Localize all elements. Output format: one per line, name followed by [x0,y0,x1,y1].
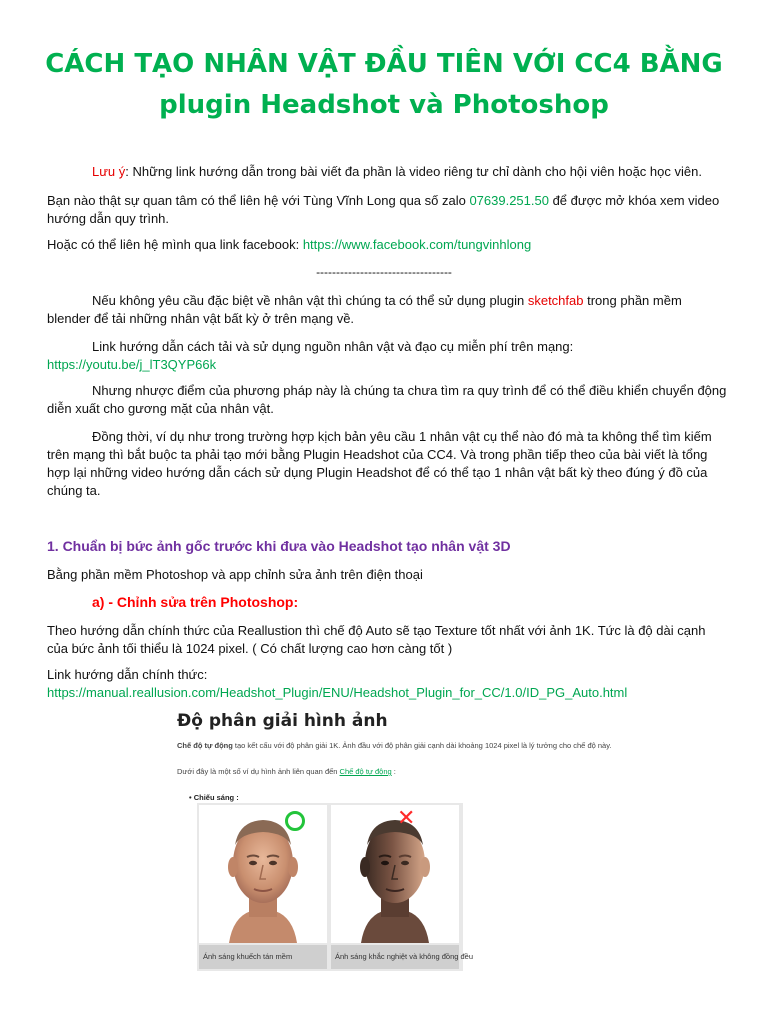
paragraph-tutorial-link [47,338,727,374]
caption-harsh-light: Ánh sáng khắc nghiệt và không đồng đều [331,945,459,969]
section-intro: Bằng phần mềm Photoshop và app chỉnh sửa ảnh trên điện thoại [47,567,423,582]
sketchfab-link[interactable]: sketchfab [527,293,584,308]
para1-after: trong phần mềm blender để tải những nhân vật bất kỳ ở trên mạng về. [47,293,682,326]
note-label: Lưu ý [92,164,126,179]
paragraph-drawback: Nhưng nhược điểm của phương pháp này là chúng ta chưa tìm ra quy trình để có thể điều khiển chuyển động diễn xuất cho gương mặt của nhân vật. [47,383,727,416]
figure-line2-text: Dưới đây là một số ví dụ hình ảnh liên quan đến [177,767,340,776]
figure-line2-end: : [391,767,396,776]
official-link-label: Link hướng dẫn chính thức: [47,667,208,682]
youtube-link[interactable]: https://youtu.be/j_lT3QYP66k [47,357,217,372]
note-text: : Những link hướng dẫn trong bài viết đa phần là video riêng tư chỉ dành cho hội viên hoặc học viên. [125,164,702,179]
figure-description [177,741,611,750]
official-link-paragraph [47,666,727,702]
face-harsh-light-image [331,805,459,943]
title-line-2: plugin Headshot và Photoshop [159,90,609,120]
facebook-paragraph [47,236,727,254]
title-line-1: CÁCH TẠO NHÂN VẬT ĐẦU TIÊN VỚI CC4 BẰNG [45,49,723,79]
para1-before: Nếu không yêu cầu đặc biệt về nhân vật thì chúng ta có thể sử dụng plugin [92,293,528,308]
figure-examples-line [177,767,396,776]
photo-harsh-light [331,805,459,943]
figure-line1-text: tạo kết cấu với độ phân giải 1K. Ảnh đầu với độ phân giải cạnh dài khoảng 1024 pixel là lý tưởng cho chế độ này. [232,741,612,750]
paragraph-sketchfab [47,292,727,328]
photo-comparison [197,803,474,971]
paragraph-resolution: Theo hướng dẫn chính thức của Reallustion thì chế độ Auto sẽ tạo Texture tốt nhất với ảnh 1K. Tức là độ dài cạnh của bức ảnh tối thiểu là 1024 pixel. ( Có chất lượng cao hơn càng tốt ) [47,623,706,656]
figure-bullet-text: Chiếu sáng : [193,793,239,802]
separator-line: ---------------------------------- [316,265,452,279]
figure-bullet-lighting: • Chiếu sáng : [189,793,239,802]
para2-text: Link hướng dẫn cách tải và sử dụng nguồn nhân vật và đạo cụ miễn phí trên mạng: [92,339,574,354]
face-soft-light-image [199,805,327,943]
official-manual-link[interactable]: https://manual.reallusion.com/Headshot_Plugin/ENU/Headshot_Plugin_for_CC/1.0/ID_PG_Auto.html [47,685,628,700]
photo-soft-light [199,805,327,943]
figure-auto-mode-link[interactable]: Chế độ tự động [339,767,392,776]
contact-text-before: Bạn nào thật sự quan tâm có thể liên hệ với Tùng Vĩnh Long qua số zalo [47,193,470,208]
page-title [30,44,738,126]
figure-title: Độ phân giải hình ảnh [177,711,388,731]
zalo-phone: 07639.251.50 [469,193,549,208]
note-paragraph [47,163,727,181]
caption-soft-light: Ánh sáng khuếch tán mềm [199,945,327,969]
check-circle-icon [285,811,305,831]
contact-text-after: để được mở khóa xem video hướng dẫn quy trình. [47,193,720,226]
paragraph-headshot-intro: Đồng thời, ví dụ như trong trường hợp kịch bản yêu cầu 1 nhân vật cụ thể nào đó mà ta không thể tìm kiếm trên mạng thì bắt buộc ta phải tạo mới bằng Plugin Headshot của CC4. Và trong phần tiếp theo của bài viết là tổng hợp lại những video hướng dẫn cách sử dụng Plugin Headshot để có thể tạo 1 nhân vật bất kỳ theo đúng ý đồ của chúng ta. [47,429,712,498]
headshot-resolution-figure [171,703,612,978]
sub-heading-photoshop: a) - Chỉnh sửa trên Photoshop: [92,594,299,610]
section-heading: 1. Chuẩn bị bức ảnh gốc trước khi đưa vào Headshot tạo nhân vật 3D [47,538,511,554]
facebook-link[interactable]: https://www.facebook.com/tungvinhlong [302,237,532,252]
figure-auto-mode-label: Chế độ tự động [177,741,233,750]
cross-mark-icon: ✕ [397,805,416,830]
facebook-text: Hoặc có thể liên hệ mình qua link facebook: [47,237,303,252]
contact-paragraph [47,192,727,228]
